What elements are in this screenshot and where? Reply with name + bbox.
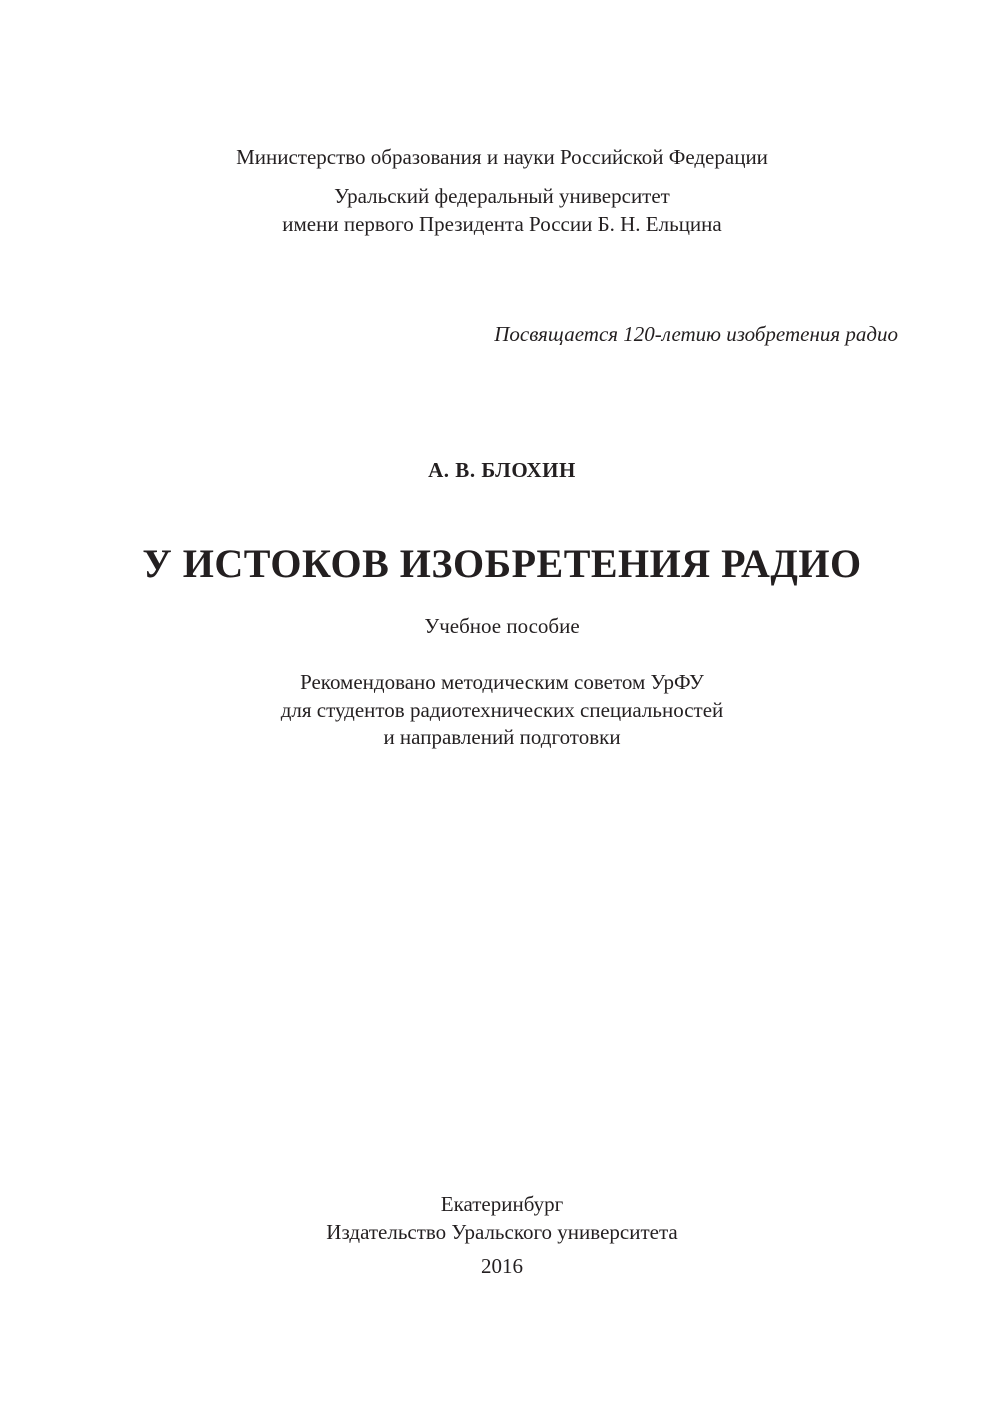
university-line-1: Уральский федеральный университет [334,184,670,208]
author-name: А. В. БЛОХИН [428,458,576,482]
university-line-2: имени первого Президента России Б. Н. Ельцина [282,212,722,236]
publisher-name: Издательство Уральского университета [326,1220,678,1244]
recommendation-line-2: для студентов радиотехнических специальностей [280,698,724,722]
ministry-line: Министерство образования и науки Российской Федерации [236,145,768,169]
recommendation-line-1: Рекомендовано методическим советом УрФУ [300,670,704,694]
book-subtitle: Учебное пособие [424,614,580,638]
recommendation-line-3: и направлений подготовки [383,725,621,749]
publication-city: Екатеринбург [440,1192,564,1216]
dedication: Посвящается 120-летию изобретения радио [494,322,898,346]
book-title: У ИСТОКОВ ИЗОБРЕТЕНИЯ РАДИО [142,541,862,586]
publication-year: 2016 [481,1254,523,1278]
